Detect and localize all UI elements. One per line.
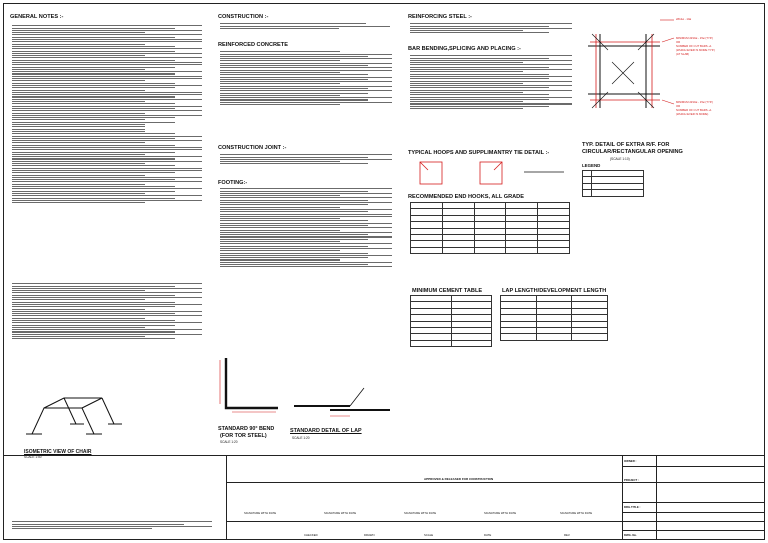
typical-hoops-heading: TYPICAL HOOPS AND SUPPLIMANTRY TIE DETAIL :-	[408, 150, 550, 156]
end-hooks-heading: RECOMMENDED END HOOKS, ALL GRADE	[408, 194, 524, 200]
sign-cell-2: SIGNATURE WITH DATE	[324, 511, 357, 515]
construction-joint-text	[220, 153, 392, 179]
reinforcing-steel-text	[410, 22, 572, 48]
opening-label-mid5: (AT SLAB)	[676, 52, 690, 56]
construction-text	[220, 22, 390, 40]
sign-cell-5: SIGNATURE WITH DATE	[560, 511, 593, 515]
approval-stamp: APPROVED & RELEASED FOR CONSTRUCTION	[424, 477, 494, 481]
construction-joint-heading: CONSTRUCTION JOINT :-	[218, 145, 287, 151]
reinforcing-steel-heading: REINFORCING STEEL :-	[408, 14, 472, 20]
opening-detail-drawing	[582, 12, 762, 144]
chair-isometric-drawing	[22, 384, 132, 446]
sign-cell-3: SIGNATURE WITH DATE	[404, 511, 437, 515]
drawn-label: DRAWN	[364, 533, 375, 537]
chair-scale: SCALE 1:50	[24, 455, 42, 459]
opening-scale: (SCALE 1:10)	[610, 157, 630, 161]
opening-label-low1: MINIMUM 2#10ø - 15ø (TYP.)	[676, 100, 714, 104]
min-cement-table	[410, 295, 492, 347]
bar-bending-text	[410, 54, 572, 150]
general-notes-heading: GENERAL NOTES :-	[10, 14, 64, 20]
rev-label: REV.	[564, 533, 571, 537]
project-label: PROJECT :	[624, 478, 639, 482]
footing-text	[220, 187, 392, 327]
min-cement-heading: MINIMUM CEMENT TABLE	[412, 288, 483, 294]
sign-cell-4: SIGNATURE WITH DATE	[484, 511, 517, 515]
standard-lap-scale: SCALE 1:20	[292, 436, 310, 440]
dwg-no-label: DWG. No.	[624, 533, 637, 537]
legend-table	[582, 170, 644, 197]
opening-label-low3: NUMBER OF CUT BARS +1	[676, 108, 712, 112]
scale-label: SCALE	[424, 533, 434, 537]
opening-label-low2: OR	[676, 104, 681, 108]
lap-length-heading: LAP LENGTH/DEVELOPMENT LENGTH	[502, 288, 607, 294]
standard-bend-subtitle: (FOR TOR STEEL)	[220, 433, 267, 439]
legend-heading: LEGEND	[582, 163, 601, 168]
date-label: DATE	[484, 533, 492, 537]
title-block-notes	[12, 520, 212, 538]
reinforced-concrete-heading: REINFORCED CONCRETE	[218, 42, 288, 48]
opening-label-mid2: OR	[676, 40, 681, 44]
opening-title-line2: CIRCULAR/RECTANGULAR OPENING	[582, 149, 683, 155]
opening-label-mid3: NUMBER OF CUT BARS +1	[676, 44, 712, 48]
standard-lap-title: STANDARD DETAIL OF LAP	[290, 428, 362, 434]
standard-bend-scale: SCALE 1:20	[220, 440, 238, 444]
opening-label-mid1: MINIMUM 2#10ø - 15ø (TYP.)	[676, 36, 714, 40]
footing-heading: FOOTING:-	[218, 180, 248, 186]
opening-label-mid4: (WHICH EVER IS MORE TYP.)	[676, 48, 715, 52]
standard-lap-drawing	[290, 382, 400, 422]
reinforced-concrete-text	[220, 50, 392, 145]
checked-label: CHECKED	[304, 533, 318, 537]
general-notes-text	[12, 24, 202, 276]
owner-label: OWNER :	[624, 459, 637, 463]
sign-cell-1: SIGNATURE WITH DATE	[244, 511, 277, 515]
lap-length-table	[500, 295, 608, 341]
bar-bending-heading: BAR BENDING,SPLICING AND PLACING :-	[408, 46, 521, 52]
end-hooks-table	[410, 202, 570, 254]
typical-hoops-drawing	[414, 158, 574, 190]
standard-bend-title: STANDARD 90° BEND	[218, 426, 275, 432]
opening-title-line1: TYP. DETAIL OF EXTRA R/F. FOR	[582, 142, 670, 148]
drawing-sheet	[3, 3, 765, 540]
opening-label-low4: (WHICH EVER IS MORE)	[676, 112, 709, 116]
drawing-title-label: DRG.TITLE :	[624, 505, 641, 509]
standard-90-bend-drawing	[216, 354, 286, 424]
general-notes-text-lower	[12, 282, 202, 382]
chair-title: ISOMETRIC VIEW OF CHAIR	[24, 449, 92, 455]
construction-heading: CONSTRUCTION :-	[218, 14, 269, 20]
opening-label-top: 2#12ø - 10ø	[676, 17, 692, 21]
